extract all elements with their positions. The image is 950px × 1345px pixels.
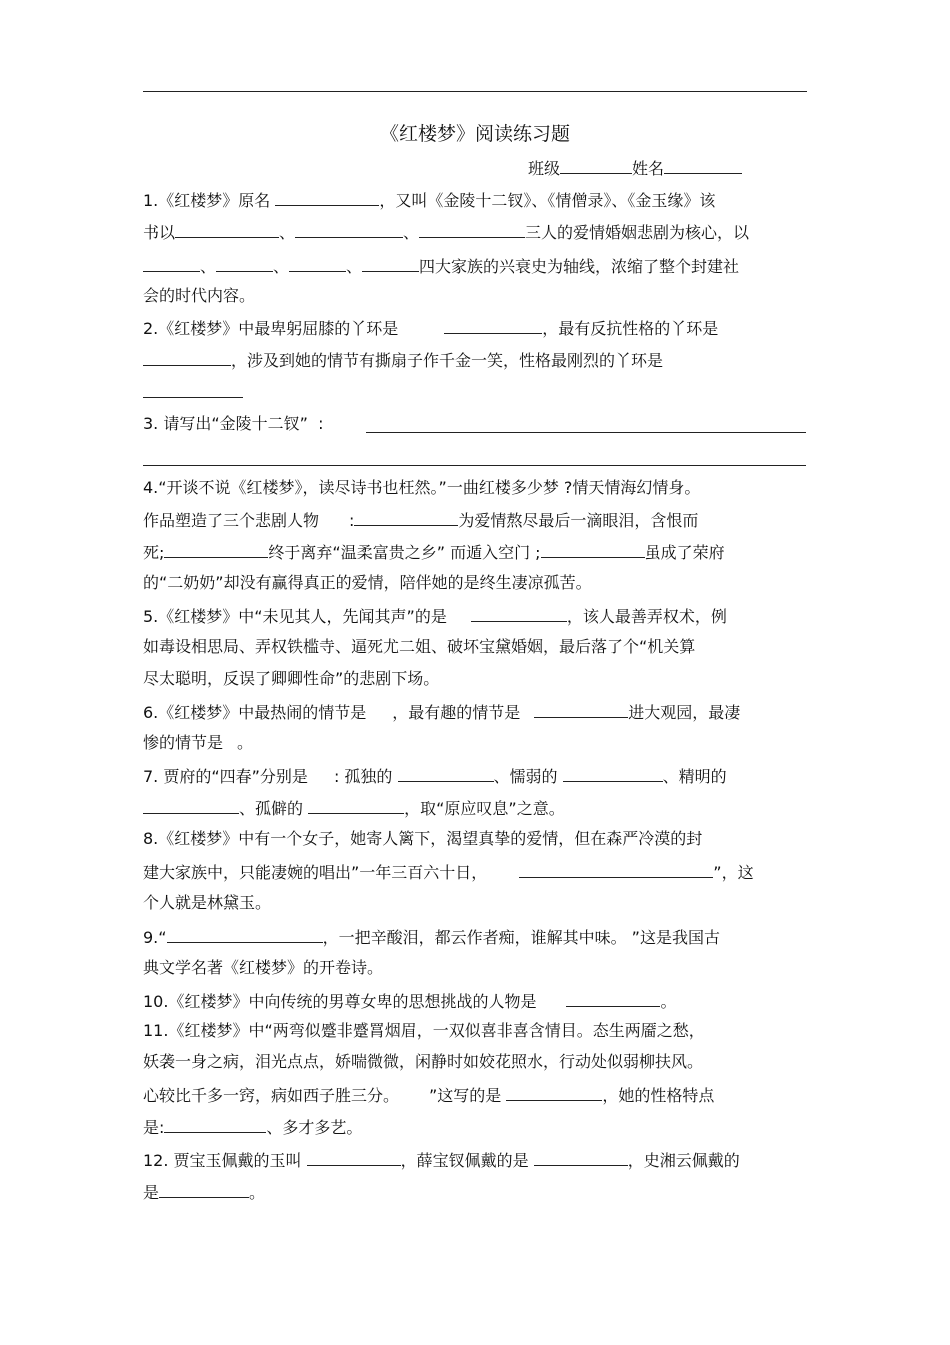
name-label: 姓名 — [632, 159, 665, 178]
q2-line-3 — [143, 380, 243, 404]
class-label: 班级 — [528, 159, 561, 178]
q4-blank[interactable] — [164, 540, 268, 558]
q9-blank[interactable] — [167, 925, 323, 943]
q6-text: 6.《红楼梦》中最热闹的情节是 — [143, 703, 367, 722]
name-blank[interactable] — [664, 156, 742, 174]
q12-blank[interactable] — [159, 1180, 249, 1198]
q6-text: ，最有趣的情节是 — [392, 703, 521, 722]
q2-line-2 — [143, 348, 663, 372]
q9-text: 9.“ — [143, 928, 167, 947]
q7-text: 、孤僻的 — [239, 799, 304, 818]
q4-line-3 — [143, 540, 725, 564]
q12-text: ，薛宝钗佩戴的是 — [400, 1151, 529, 1170]
q3-line-1 — [143, 413, 324, 435]
q7-text: 7. 贾府的“四春”分别是 — [143, 767, 308, 786]
q4-text: 死; — [143, 543, 165, 562]
q7-text: : 孤独的 — [333, 767, 393, 786]
top-rule — [143, 91, 807, 92]
q7-blank[interactable] — [308, 796, 404, 814]
q11-text: ，她的性格特点 — [602, 1086, 715, 1105]
q10-text: 。 — [660, 992, 677, 1011]
student-info-line — [528, 156, 742, 180]
q1-text: 、 — [346, 257, 363, 276]
q8-line-2 — [143, 860, 754, 884]
q5-text: ，该人最善弄权术，例 — [566, 607, 727, 626]
q1-text: 、 — [279, 223, 296, 242]
q6-text: 。 — [237, 733, 254, 752]
q6-text: 进大观园，最凄 — [628, 703, 741, 722]
q2-line-1 — [143, 316, 718, 340]
q11-text: 是: — [143, 1118, 165, 1137]
q7-blank[interactable] — [398, 764, 494, 782]
q1-line-1 — [143, 188, 715, 212]
q11-line-3 — [143, 1083, 714, 1107]
q12-text: 12. 贾宝玉佩戴的玉叫 — [143, 1151, 302, 1170]
q2-blank[interactable] — [143, 348, 231, 366]
q11-blank[interactable] — [164, 1115, 266, 1133]
q4-text: : — [349, 511, 355, 530]
q7-line-2 — [143, 796, 565, 820]
q12-line-2 — [143, 1180, 265, 1204]
q5-line-1 — [143, 604, 727, 628]
q8-line-1: 8.《红楼梦》中有一个女子，她寄人篱下，渴望真挚的爱情，但在森严冷漠的封 — [143, 829, 703, 848]
q1-text: 、 — [403, 223, 420, 242]
q1-blank-character[interactable] — [175, 220, 279, 238]
q11-line-2: 妖袭一身之病，泪光点点，娇喘微微，闲静时如姣花照水，行动处似弱柳扶风。 — [143, 1052, 704, 1071]
q1-blank-original-name[interactable] — [275, 188, 379, 206]
q2-text: ，最有反抗性格的丫环是 — [542, 319, 719, 338]
q8-blank[interactable] — [519, 860, 713, 878]
q5-blank[interactable] — [471, 604, 567, 622]
q11-blank[interactable] — [506, 1083, 602, 1101]
q5-text: 5.《红楼梦》中“未见其人，先闻其声”的是 — [143, 607, 447, 626]
q12-text: 。 — [249, 1183, 266, 1202]
q12-blank[interactable] — [534, 1148, 628, 1166]
q1-text: 书以 — [143, 223, 176, 242]
q1-line-2 — [143, 220, 749, 244]
q9-line-1 — [143, 925, 720, 949]
class-blank[interactable] — [560, 156, 632, 174]
q1-text: ，又叫《金陵十二钗》、《情僧录》、《金玉缘》该 — [379, 191, 716, 210]
q2-blank[interactable] — [444, 316, 542, 334]
q4-text: 虽成了荣府 — [644, 543, 725, 562]
q7-blank[interactable] — [563, 764, 663, 782]
q4-line-1: 4.“开谈不说《红楼梦》，读尽诗书也枉然。”一曲红楼多少梦 ?情天情海幻情身。 — [143, 478, 701, 497]
q9-line-2: 典文学名著《红楼梦》的开卷诗。 — [143, 958, 384, 977]
q12-line-1 — [143, 1148, 740, 1172]
q1-text: 三人的爱情婚姻悲剧为核心，以 — [525, 223, 750, 242]
q1-blank-family[interactable] — [362, 254, 419, 272]
q12-text: ，史湘云佩戴的 — [627, 1151, 740, 1170]
q11-text: 、多才多艺。 — [266, 1118, 363, 1137]
q12-text: 是 — [143, 1183, 160, 1202]
q5-line-2: 如毒设相思局、弄权铁槛寺、逼死尤二姐、破坏宝黛婚姻，最后落了个“机关算 — [143, 637, 696, 656]
q12-blank[interactable] — [307, 1148, 401, 1166]
q11-line-1: 11.《红楼梦》中“两弯似蹙非蹙罥烟眉，一双似喜非喜含情目。态生两靥之愁， — [143, 1021, 705, 1040]
q1-blank-family[interactable] — [289, 254, 346, 272]
q1-blank-family[interactable] — [216, 254, 273, 272]
q3-blank-line-2[interactable] — [143, 465, 806, 466]
q10-line-1 — [143, 989, 676, 1013]
q4-text: 为爱情熬尽最后一滴眼泪，含恨而 — [458, 511, 699, 530]
q1-line-3 — [143, 254, 739, 278]
q1-text: 、 — [273, 257, 290, 276]
q7-text: ，取“原应叹息”之意。 — [404, 799, 565, 818]
q8-text: ”，这 — [713, 863, 754, 882]
q1-text: 四大家族的兴衰史为轴线，浓缩了整个封建社 — [419, 257, 740, 276]
q6-line-1 — [143, 700, 740, 724]
q4-text: 终于离弃“温柔富贵之乡” 而遁入空门 ; — [268, 543, 541, 562]
q4-line-4: 的“二奶奶”却没有赢得真正的爱情，陪伴她的是终生凄凉孤苦。 — [143, 573, 592, 592]
q7-blank[interactable] — [143, 796, 239, 814]
q7-text: 、懦弱的 — [493, 767, 558, 786]
q1-text: 1.《红楼梦》原名 — [143, 191, 271, 210]
q10-text: 10.《红楼梦》中向传统的男尊女卑的思想挑战的人物是 — [143, 992, 537, 1011]
q2-blank[interactable] — [143, 380, 243, 398]
q4-text: 作品塑造了三个悲剧人物 — [143, 511, 320, 530]
q6-blank[interactable] — [534, 700, 628, 718]
q5-line-3: 尽太聪明，反误了卿卿性命”的悲剧下场。 — [143, 669, 440, 688]
q1-text: 、 — [200, 257, 217, 276]
q1-blank-character[interactable] — [419, 220, 525, 238]
q6-line-2 — [143, 732, 253, 754]
q6-text: 惨的情节是 — [143, 733, 224, 752]
q8-line-3: 个人就是林黛玉。 — [143, 893, 272, 912]
q11-text: 心较比千多一窍，病如西子胜三分。 — [143, 1086, 400, 1105]
q7-text: 、精明的 — [662, 767, 727, 786]
q2-text: 2.《红楼梦》中最卑躬屈膝的丫环是 — [143, 319, 399, 338]
q1-blank-character[interactable] — [295, 220, 403, 238]
q2-text: ，涉及到她的情节有撕扇子作千金一笑，性格最刚烈的丫环是 — [231, 351, 664, 370]
q3-blank[interactable] — [366, 432, 806, 433]
page-title: 《红楼梦》阅读练习题 — [379, 123, 570, 145]
q9-text: ，一把辛酸泪，都云作者痴，谁解其中味。 ”这是我国古 — [322, 928, 720, 947]
q11-text: ”这写的是 — [429, 1086, 502, 1105]
q7-line-1 — [143, 764, 727, 788]
q3-text: 3. 请写出“金陵十二钗” : — [143, 414, 324, 433]
q4-line-2 — [143, 508, 698, 532]
q1-line-4: 会的时代内容。 — [143, 286, 256, 305]
q11-line-4 — [143, 1115, 362, 1139]
q4-blank[interactable] — [541, 540, 645, 558]
q8-text: 建大家族中，只能凄婉的唱出”一年三百六十日， — [143, 863, 488, 882]
q10-blank[interactable] — [566, 989, 660, 1007]
q4-blank[interactable] — [354, 508, 458, 526]
q1-blank-family[interactable] — [143, 254, 200, 272]
